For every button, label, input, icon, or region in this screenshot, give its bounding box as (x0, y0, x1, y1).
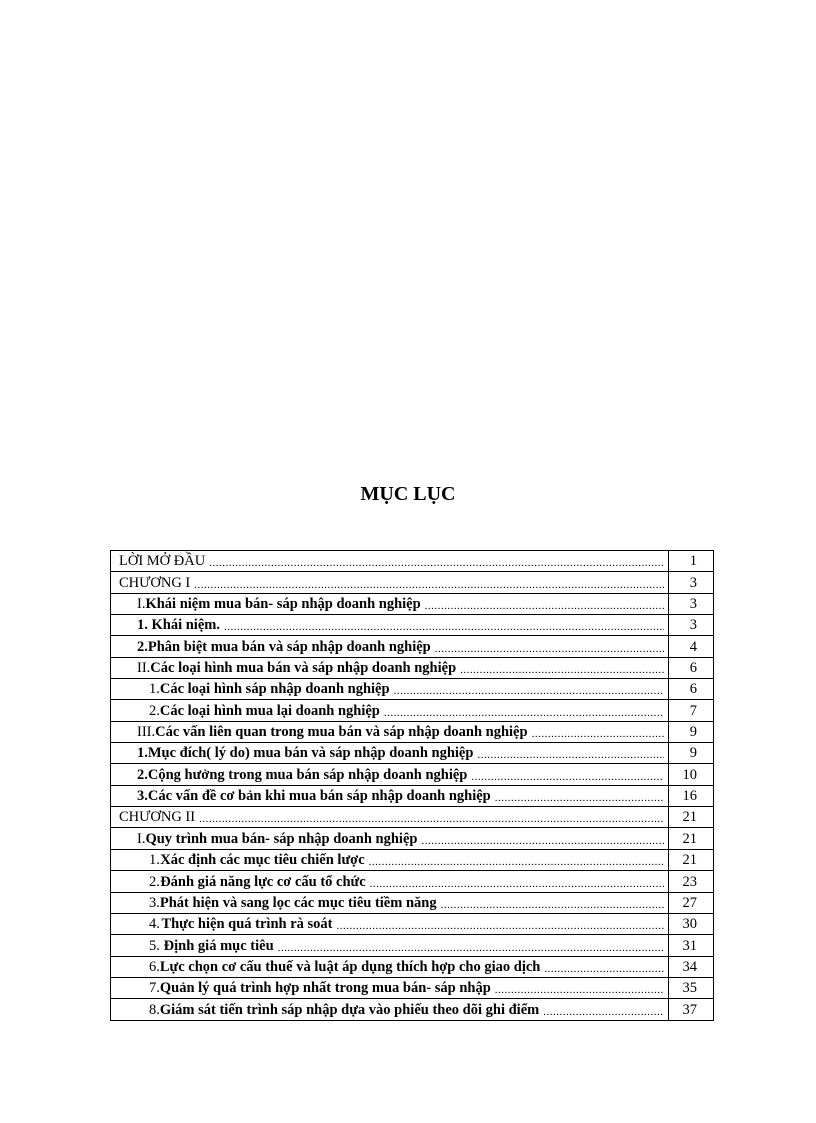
toc-entry-label: Quản lý quá trình hợp nhất trong mua bán- sáp nhập (159, 980, 491, 997)
toc-entry[interactable] (111, 786, 713, 807)
toc-entry-number: 2. (149, 702, 160, 719)
toc-entry-title-cell (111, 700, 669, 720)
toc-entry-number: I. (137, 830, 146, 847)
toc-dot-leader (477, 749, 664, 761)
toc-dot-leader (369, 856, 664, 868)
toc-entry[interactable] (111, 636, 713, 657)
toc-entry-label: Quy trình mua bán- sáp nhập doanh nghiệp (145, 830, 418, 847)
toc-dot-leader (421, 835, 664, 847)
toc-entry-title-cell (111, 615, 669, 635)
toc-entry[interactable] (111, 914, 713, 935)
toc-entry-label: Các vấn liên quan trong mua bán và sáp nhập doanh nghiệp (155, 724, 528, 741)
toc-entry-number: 5. (149, 937, 160, 954)
toc-entry-title-cell (111, 807, 669, 827)
toc-entry-number: 1. (137, 745, 148, 762)
toc-entry[interactable] (111, 679, 713, 700)
toc-dot-leader (194, 579, 664, 591)
toc-entry-title-cell (111, 551, 669, 571)
toc-entry[interactable] (111, 871, 713, 892)
toc-entry-label: CHƯƠNG I (119, 574, 191, 591)
toc-entry-page-number: 7 (689, 702, 697, 719)
toc-entry-number: 4. (149, 916, 160, 933)
toc-entry[interactable] (111, 893, 713, 914)
toc-entry[interactable] (111, 594, 713, 615)
toc-dot-leader (441, 899, 664, 911)
toc-entry-label: Xác định các mục tiêu chiến lược (160, 852, 365, 869)
toc-entry-number: 7. (149, 980, 160, 997)
toc-dot-leader (495, 984, 664, 996)
toc-dot-leader (544, 963, 664, 975)
toc-entry-label: Thực hiện quá trình rà soát (161, 916, 333, 933)
toc-entry-title-cell (111, 658, 669, 678)
toc-entry-title-cell (111, 722, 669, 742)
toc-entry-page-number: 6 (689, 681, 697, 698)
toc-entry-title-cell (111, 679, 669, 699)
toc-entry-number: 2. (137, 766, 148, 783)
toc-entry-label: LỜI MỞ ĐẦU (119, 553, 206, 570)
toc-entry-title-cell (111, 850, 669, 870)
toc-entry[interactable] (111, 828, 713, 849)
toc-entry-number: III. (137, 724, 156, 741)
toc-entry[interactable] (111, 764, 713, 785)
toc-entry[interactable] (111, 807, 713, 828)
toc-entry-page-number: 16 (682, 788, 697, 805)
toc-entry-number: 3. (137, 788, 148, 805)
toc-dot-leader (199, 813, 664, 825)
toc-entry-page-number: 10 (682, 766, 697, 783)
toc-entry[interactable] (111, 850, 713, 871)
toc-entry-label: Các loại hình mua lại doanh nghiệp (159, 702, 380, 719)
toc-entry[interactable] (111, 999, 713, 1020)
toc-entry-label: Các loại hình mua bán và sáp nhập doanh nghiệp (150, 660, 457, 677)
toc-entry-title-cell (111, 999, 669, 1019)
toc-entry-number: II. (137, 660, 151, 677)
toc-dot-leader (532, 728, 664, 740)
toc-entry-page-number: 34 (682, 958, 697, 975)
toc-entry-title-cell (111, 764, 669, 784)
toc-entry[interactable] (111, 658, 713, 679)
toc-entry-page-number: 4 (689, 638, 697, 655)
toc-entry-title-cell (111, 636, 669, 656)
toc-dot-leader (394, 685, 664, 697)
toc-dot-leader (543, 1006, 664, 1018)
toc-entry[interactable] (111, 743, 713, 764)
toc-entry-title-cell (111, 914, 669, 934)
toc-entry-number: 1. (149, 681, 160, 698)
toc-entry-page-number: 9 (689, 745, 697, 762)
toc-entry-page-number: 3 (689, 596, 697, 613)
toc-entry-page-number: 3 (689, 617, 697, 634)
toc-entry-label: Đánh giá năng lực cơ cấu tổ chức (160, 873, 366, 890)
toc-entry-number: I. (137, 596, 146, 613)
toc-entry-page-number: 1 (689, 553, 697, 570)
toc-entry[interactable] (111, 957, 713, 978)
toc-entry[interactable] (111, 935, 713, 956)
toc-entry-title-cell (111, 871, 669, 891)
toc-entry-number: 8. (149, 1001, 160, 1018)
toc-entry-title-cell (111, 594, 669, 614)
toc-entry-page-number: 21 (682, 809, 697, 826)
toc-entry[interactable] (111, 551, 713, 572)
toc-dot-leader (495, 792, 664, 804)
toc-entry-title-cell (111, 572, 669, 592)
toc-entry-number: 2. (137, 638, 148, 655)
table-of-contents (110, 550, 714, 1021)
toc-dot-leader (471, 771, 664, 783)
toc-entry-label: Định giá mục tiêu (163, 937, 274, 954)
toc-entry-number: 1. (149, 852, 160, 869)
toc-entry-page-number: 31 (682, 937, 697, 954)
toc-dot-leader (370, 878, 664, 890)
toc-entry-title-cell (111, 743, 669, 763)
toc-entry-page-number: 35 (682, 980, 697, 997)
toc-entry-title-cell (111, 978, 669, 998)
toc-entry[interactable] (111, 722, 713, 743)
toc-dot-leader (435, 643, 664, 655)
page-title: MỤC LỤC (360, 483, 456, 505)
toc-entry-title-cell (111, 935, 669, 955)
toc-entry-title-cell (111, 786, 669, 806)
toc-entry-label: Cộng hưởng trong mua bán sáp nhập doanh nghiệp (147, 766, 468, 783)
toc-entry-page-number: 21 (682, 852, 697, 869)
toc-entry-label: Mục đích( lý do) mua bán và sáp nhập doanh nghiệp (147, 745, 474, 762)
toc-entry-label: Khái niệm. (151, 617, 220, 634)
toc-entry-label: Lực chọn cơ cấu thuế và luật áp dụng thích hợp cho giao dịch (159, 958, 541, 975)
toc-entry-title-cell (111, 957, 669, 977)
toc-entry-page-number: 27 (682, 894, 697, 911)
toc-entry-page-number: 37 (682, 1001, 697, 1018)
toc-entry[interactable] (111, 615, 713, 636)
toc-entry-page-number: 21 (682, 830, 697, 847)
toc-dot-leader (278, 942, 664, 954)
toc-entry[interactable] (111, 700, 713, 721)
toc-entry[interactable] (111, 978, 713, 999)
toc-entry-number: 2. (149, 873, 160, 890)
toc-entry-label: Các loại hình sáp nhập doanh nghiệp (159, 681, 390, 698)
toc-entry-page-number: 3 (689, 574, 697, 591)
toc-entry-number: 6. (149, 958, 160, 975)
toc-entry-label: Khái niệm mua bán- sáp nhập doanh nghiệp (145, 596, 421, 613)
toc-entry-page-number: 30 (682, 916, 697, 933)
toc-entry[interactable] (111, 572, 713, 593)
toc-entry-page-number: 9 (689, 724, 697, 741)
toc-dot-leader (384, 707, 664, 719)
toc-entry-title-cell (111, 828, 669, 848)
toc-entry-page-number: 23 (682, 873, 697, 890)
toc-dot-leader (460, 664, 664, 676)
toc-dot-leader (337, 920, 665, 932)
toc-entry-page-number: 6 (689, 660, 697, 677)
toc-entry-label: Phát hiện và sang lọc các mục tiêu tiềm năng (159, 894, 437, 911)
toc-entry-label: Giám sát tiến trình sáp nhập dựa vào phiếu theo dõi ghi điểm (159, 1001, 540, 1018)
toc-entry-number: 1. (137, 617, 148, 634)
toc-dot-leader (209, 557, 664, 569)
toc-entry-title-cell (111, 893, 669, 913)
toc-entry-label: CHƯƠNG II (119, 809, 196, 826)
toc-entry-number: 3. (149, 894, 160, 911)
toc-dot-leader (425, 600, 664, 612)
toc-entry-label: Các vấn đề cơ bản khi mua bán sáp nhập doanh nghiệp (147, 788, 491, 805)
toc-dot-leader (224, 621, 664, 633)
toc-entry-label: Phân biệt mua bán và sáp nhập doanh nghiệp (147, 638, 431, 655)
